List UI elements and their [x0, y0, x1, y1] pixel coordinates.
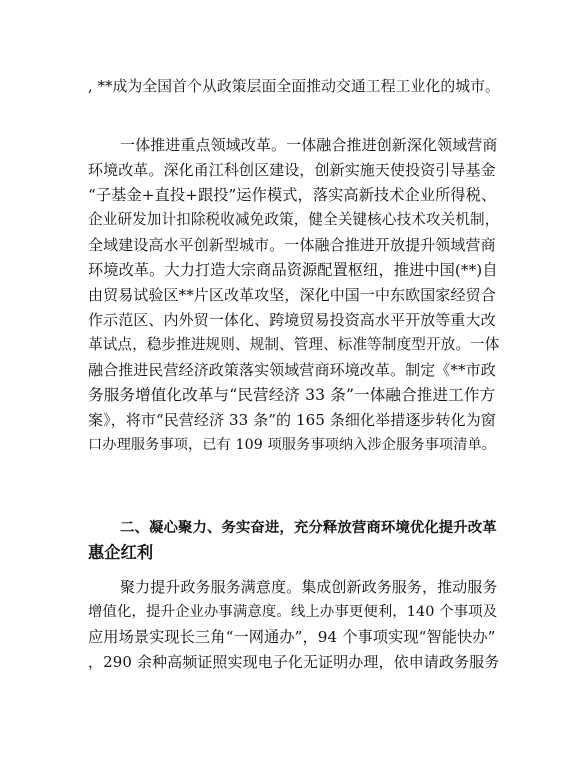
section-heading: 二、凝心聚力、务实奋进，充分释放营商环境优化提升改革 [120, 519, 497, 536]
text-line: 应用场景实现长三角“一网通办”，94 个事项实现“智能快办” [88, 628, 496, 646]
text-line: 增值化，提升企业办事满意度。线上办事更便利，140 个事项及 [88, 604, 498, 620]
text-line: 融合推进民营经济政策落实领域营商环境改革。制定《**市政 [88, 361, 496, 379]
text-line: 作示范区、内外贸一体化、跨境贸易投资高水平开放等重大改 [88, 311, 496, 329]
text-line: 企业研发加计扣除税收减免政策，健全关键核心技术攻关机制， [88, 211, 500, 228]
text-line: 革试点，稳步推进规则、规制、管理、标准等制度型开放。一体 [88, 336, 500, 353]
text-line: 环境改革。深化甬江科创区建设，创新实施天使投资引导基金 [88, 161, 496, 179]
text-line: 全域建设高水平创新型城市。一体融合推进开放提升领域营商 [88, 236, 496, 254]
paragraph-lead-line: 聚力提升政务服务满意度。集成创新政务服务，推动服务 [120, 578, 498, 596]
text-line: 环境改革。大力打造大宗商品资源配置枢纽，推进中国(**)自 [88, 261, 498, 279]
text-line: , **成为全国首个从政策层面全面推动交通工程工业化的城市。 [88, 78, 500, 95]
text-line: 案》，将市“民营经济 33 条”的 165 条细化举措逐步转化为窗 [88, 411, 496, 429]
text-line: 口办理服务事项，已有 109 项服务事项纳入涉企服务事项清单。 [88, 437, 497, 453]
paragraph-lead-line: 一体推进重点领域改革。一体融合推进创新深化领域营商 [120, 136, 498, 154]
section-heading-continued: 惠企红利 [88, 543, 154, 562]
text-line: 由贸易试验区**片区改革攻坚，深化中国一中东欧国家经贸合 [88, 286, 496, 304]
text-line: ，290 余种高频证照实现电子化无证明办理，依申请政务服务 [88, 653, 500, 671]
text-line: “子基金+直投+跟投”运作模式，落实高新技术企业所得税、 [88, 186, 497, 204]
text-line: 务服务增值化改革与“民营经济 33 条”一体融合推进工作方 [88, 386, 496, 404]
